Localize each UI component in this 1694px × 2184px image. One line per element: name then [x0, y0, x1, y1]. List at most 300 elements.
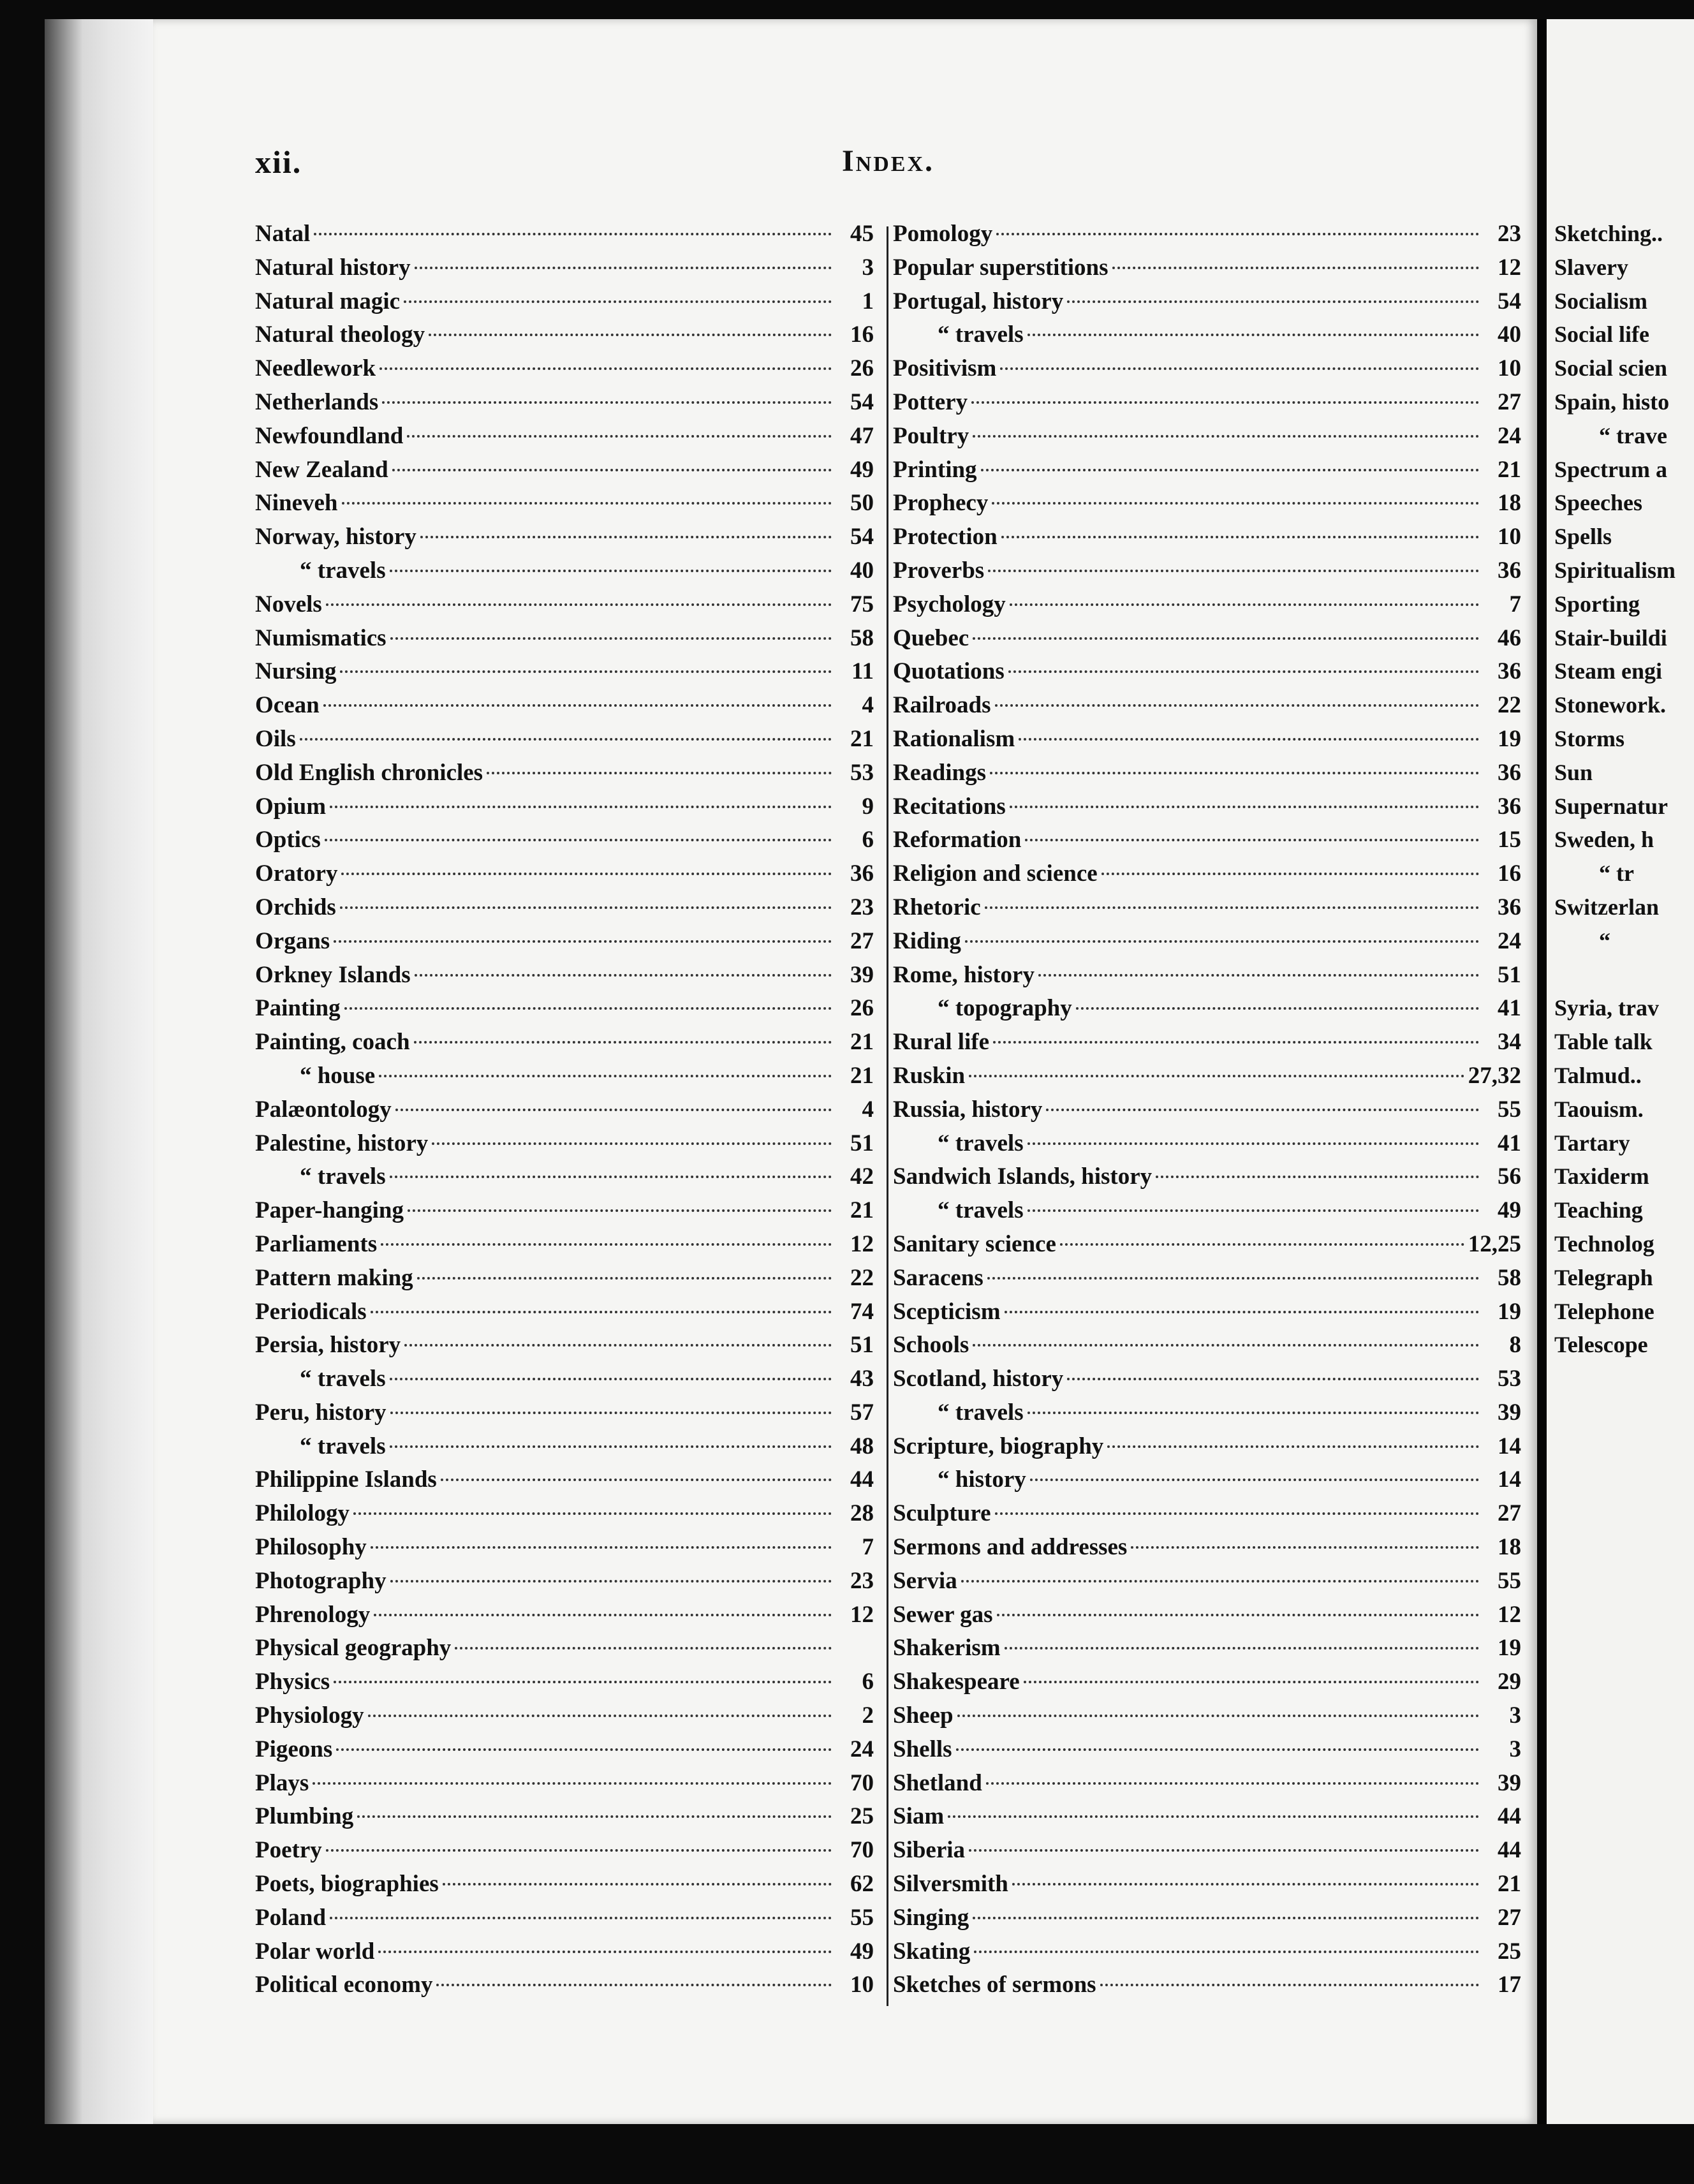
index-entry	[893, 1803, 1521, 1836]
dot-leader	[325, 839, 832, 841]
index-page-ref: 22	[1498, 692, 1521, 719]
index-entry	[893, 1702, 1521, 1736]
index-entry	[893, 1971, 1521, 2005]
index-entry	[255, 1601, 874, 1635]
index-term: Skating	[893, 1938, 971, 1965]
index-page-ref: 16	[1498, 860, 1521, 887]
index-page-ref: 25	[1498, 1938, 1521, 1965]
index-entry	[1554, 523, 1694, 557]
index-entry	[255, 1938, 874, 1972]
index-term: Sandwich Islands, history	[893, 1163, 1153, 1190]
dot-leader	[1019, 738, 1479, 741]
index-page-ref: 24	[1498, 422, 1521, 449]
index-entry	[1554, 860, 1694, 894]
dot-leader	[1060, 1243, 1464, 1246]
index-term: Technolog	[1554, 1230, 1654, 1257]
index-entry	[893, 1668, 1521, 1702]
dot-leader	[390, 1580, 832, 1583]
index-page-ref: 47	[850, 422, 874, 449]
index-term: Nineveh	[255, 490, 338, 517]
index-page-ref: 21	[1498, 1871, 1521, 1898]
index-entry	[893, 456, 1521, 490]
index-page-ref: 21	[850, 1197, 874, 1224]
index-entry	[255, 1230, 874, 1264]
index-entry	[1554, 691, 1694, 725]
index-page-ref: 3	[1509, 1736, 1521, 1762]
index-term: Oils	[255, 725, 296, 752]
index-entry	[893, 759, 1521, 793]
dot-leader	[1112, 267, 1479, 269]
index-entry	[255, 1433, 874, 1466]
index-term: Taouism.	[1554, 1096, 1644, 1122]
index-entry	[893, 254, 1521, 288]
dot-leader	[973, 435, 1479, 438]
index-page-ref: 10	[1498, 524, 1521, 550]
index-page-ref: 75	[850, 591, 874, 617]
index-term: Pottery	[893, 388, 968, 415]
dot-leader	[404, 300, 832, 303]
index-entry	[1554, 591, 1694, 624]
index-term: “ travels	[300, 1163, 386, 1190]
index-term: Spectrum a	[1554, 456, 1667, 482]
index-entry	[893, 1062, 1521, 1096]
index-entry	[255, 254, 874, 288]
index-entry	[1554, 994, 1694, 1028]
index-term: Ocean	[255, 692, 320, 719]
index-page-ref: 49	[850, 456, 874, 483]
index-term: Palæontology	[255, 1096, 392, 1123]
index-entry	[893, 927, 1521, 961]
dot-leader	[487, 772, 832, 774]
dot-leader	[961, 1580, 1479, 1583]
index-term: Natural magic	[255, 288, 401, 314]
index-entry	[1554, 1197, 1694, 1230]
index-term: Parliaments	[255, 1230, 378, 1257]
scan-page-edge	[45, 19, 153, 2124]
index-entry	[893, 1264, 1521, 1298]
index-term: Natal	[255, 221, 311, 247]
index-page-ref: 23	[850, 894, 874, 920]
dot-leader	[353, 1512, 832, 1515]
index-term: Recitations	[893, 793, 1006, 820]
dot-leader	[993, 1041, 1479, 1044]
index-entry	[893, 1601, 1521, 1635]
dot-leader	[1027, 334, 1479, 336]
index-term: Riding	[893, 927, 961, 954]
index-term: Quebec	[893, 624, 969, 651]
index-page-ref: 55	[1498, 1096, 1521, 1123]
index-term: Saracens	[893, 1264, 983, 1291]
dot-leader	[1024, 1681, 1479, 1683]
index-term: Protection	[893, 524, 998, 550]
index-page-ref: 42	[850, 1163, 874, 1190]
dot-leader	[1000, 367, 1479, 370]
index-page-ref: 11	[851, 658, 874, 685]
dot-leader	[420, 536, 832, 538]
dot-leader	[1038, 974, 1479, 977]
index-entry	[1554, 658, 1694, 691]
dot-leader	[988, 570, 1479, 572]
index-page-ref: 49	[1498, 1197, 1521, 1224]
index-page-ref: 27	[1498, 1904, 1521, 1931]
dot-leader	[1156, 1176, 1479, 1178]
index-entry	[255, 1668, 874, 1702]
index-page-ref: 21	[850, 725, 874, 752]
index-entry	[255, 1736, 874, 1769]
index-entry	[893, 1197, 1521, 1230]
dot-leader	[971, 401, 1479, 404]
index-page-ref: 40	[1498, 321, 1521, 348]
index-entry	[893, 1500, 1521, 1533]
dot-leader	[340, 906, 832, 909]
index-term: Sketching..	[1554, 221, 1663, 246]
index-entry	[1554, 1163, 1694, 1197]
index-page-ref: 3	[862, 254, 874, 281]
dot-leader	[987, 1277, 1479, 1280]
index-term: Phrenology	[255, 1601, 371, 1628]
index-entry	[255, 927, 874, 961]
dot-leader	[1030, 1479, 1479, 1481]
index-term: “ topography	[938, 995, 1072, 1022]
index-entry	[1554, 422, 1694, 456]
index-page-ref: 25	[850, 1803, 874, 1830]
index-term: Painting, coach	[255, 1029, 410, 1056]
index-term: Telescope	[1554, 1332, 1648, 1358]
dot-leader	[336, 1748, 832, 1751]
index-term: Physical geography	[255, 1635, 452, 1662]
index-entry	[255, 1533, 874, 1567]
index-entry	[893, 1365, 1521, 1399]
index-entry	[1554, 321, 1694, 355]
index-term: Oratory	[255, 860, 338, 887]
index-term: Philosophy	[255, 1534, 367, 1561]
index-page-ref: 7	[1509, 591, 1521, 617]
dot-leader	[417, 1277, 832, 1280]
index-page-ref: 21	[1498, 456, 1521, 483]
dot-leader	[407, 435, 832, 438]
index-page-ref: 6	[862, 827, 874, 853]
dot-leader	[443, 1883, 832, 1885]
index-entry	[1554, 826, 1694, 860]
index-column-3	[1554, 220, 1694, 1365]
dot-leader	[300, 738, 832, 741]
index-entry	[1554, 927, 1694, 961]
index-page-ref: 54	[850, 524, 874, 550]
index-term: Painting	[255, 995, 341, 1022]
index-entry	[893, 793, 1521, 827]
dot-leader	[973, 1917, 1479, 1919]
index-term: Political economy	[255, 1972, 433, 1998]
index-page-ref: 41	[1498, 995, 1521, 1022]
index-page-ref: 26	[850, 995, 874, 1022]
index-entry	[893, 422, 1521, 456]
index-entry	[893, 1634, 1521, 1668]
index-page-ref: 39	[850, 961, 874, 988]
index-term: Newfoundland	[255, 422, 404, 449]
index-page-ref: 74	[850, 1298, 874, 1325]
index-term: Paper-hanging	[255, 1197, 404, 1224]
index-entry	[893, 1736, 1521, 1769]
index-entry	[1554, 1028, 1694, 1062]
index-entry	[893, 1163, 1521, 1197]
index-page-ref: 49	[850, 1938, 874, 1965]
index-column-1	[255, 220, 874, 2005]
index-page-ref: 53	[1498, 1366, 1521, 1392]
index-term: Storms	[1554, 725, 1624, 751]
index-term: Syria, trav	[1554, 995, 1659, 1021]
index-page-ref: 21	[850, 1062, 874, 1089]
index-page-ref: 14	[1498, 1466, 1521, 1493]
index-term: Servia	[893, 1567, 957, 1594]
index-page-ref: 39	[1498, 1399, 1521, 1426]
index-entry	[1554, 1264, 1694, 1298]
index-entry	[893, 1904, 1521, 1938]
index-term: Siberia	[893, 1837, 966, 1864]
index-term: Quotations	[893, 658, 1005, 685]
index-page-ref: 16	[850, 321, 874, 348]
index-entry	[1554, 254, 1694, 288]
index-entry	[255, 489, 874, 523]
index-term: Poultry	[893, 422, 969, 449]
index-page-ref: 34	[1498, 1029, 1521, 1056]
index-term: Poland	[255, 1904, 327, 1931]
running-head: Index.	[842, 144, 935, 178]
index-term: Shetland	[893, 1769, 982, 1796]
index-term: Tartary	[1554, 1130, 1630, 1156]
index-entry	[255, 1567, 874, 1601]
index-entry	[893, 894, 1521, 927]
column-rule	[887, 226, 888, 2006]
index-entry	[255, 1163, 874, 1197]
index-page-ref: 57	[850, 1399, 874, 1426]
index-entry	[255, 658, 874, 691]
index-term: Talmud..	[1554, 1062, 1642, 1088]
index-entry	[1554, 1062, 1694, 1096]
dot-leader	[957, 1715, 1479, 1717]
dot-leader	[1010, 603, 1479, 606]
index-page-ref: 36	[850, 860, 874, 887]
dot-leader	[436, 1984, 832, 1986]
dot-leader	[1067, 300, 1479, 303]
index-term: Popular superstitions	[893, 254, 1108, 281]
dot-leader	[371, 1311, 832, 1313]
index-page-ref: 18	[1498, 490, 1521, 517]
index-entry	[1554, 489, 1694, 523]
index-page-ref: 39	[1498, 1769, 1521, 1796]
dot-leader	[326, 1849, 832, 1852]
index-term: Spain, histo	[1554, 388, 1670, 415]
dot-leader	[995, 1512, 1479, 1515]
dot-leader	[390, 1445, 832, 1448]
index-entry	[893, 826, 1521, 860]
dot-leader	[392, 469, 832, 471]
index-term: Portugal, history	[893, 288, 1064, 314]
index-page-ref: 51	[850, 1332, 874, 1359]
dot-leader	[969, 1849, 1479, 1852]
index-entry	[1554, 725, 1694, 759]
index-term: Physiology	[255, 1702, 364, 1729]
index-entry	[1554, 220, 1694, 254]
index-entry	[1554, 1230, 1694, 1264]
index-term: Old English chronicles	[255, 759, 483, 786]
index-page-ref: 51	[850, 1130, 874, 1156]
index-page-ref: 1	[862, 288, 874, 314]
dot-leader	[1046, 1109, 1479, 1111]
index-entry	[893, 725, 1521, 759]
index-term: “ travels	[938, 321, 1024, 348]
index-page-ref: 36	[1498, 759, 1521, 786]
index-term: Ruskin	[893, 1062, 966, 1089]
index-entry	[255, 1197, 874, 1230]
index-term: Photography	[255, 1567, 387, 1594]
dot-leader	[432, 1142, 832, 1145]
dot-leader	[1001, 536, 1479, 538]
index-entry	[1554, 894, 1694, 927]
dot-leader	[985, 906, 1479, 909]
index-page-ref: 62	[850, 1871, 874, 1898]
index-term: Schools	[893, 1332, 969, 1359]
index-entry	[255, 1702, 874, 1736]
index-page-ref: 9	[862, 793, 874, 820]
dot-leader	[986, 1782, 1479, 1785]
dot-leader	[974, 1951, 1479, 1953]
dot-leader	[390, 570, 832, 572]
index-term: Rationalism	[893, 725, 1015, 752]
index-term: Rhetoric	[893, 894, 981, 920]
index-term: Persia, history	[255, 1332, 401, 1359]
index-term: Netherlands	[255, 388, 379, 415]
index-entry	[893, 1399, 1521, 1433]
index-entry	[893, 860, 1521, 894]
index-entry	[255, 1365, 874, 1399]
index-term: Sheep	[893, 1702, 954, 1729]
index-term: Orchids	[255, 894, 336, 920]
index-page-ref: 27,32	[1468, 1062, 1521, 1089]
index-term: Pomology	[893, 221, 993, 247]
dot-leader	[1101, 873, 1479, 875]
index-page-ref: 55	[1498, 1567, 1521, 1594]
index-entry	[893, 1130, 1521, 1163]
dot-leader	[1025, 839, 1479, 841]
index-entry	[255, 1331, 874, 1365]
index-entry	[1554, 456, 1694, 490]
index-entry	[255, 1870, 874, 1904]
index-term: Palestine, history	[255, 1130, 429, 1156]
index-entry	[893, 523, 1521, 557]
index-page-ref: 8	[1509, 1332, 1521, 1359]
index-term: Social life	[1554, 321, 1649, 348]
dot-leader	[334, 1681, 832, 1683]
index-term: Rome, history	[893, 961, 1035, 988]
index-entry	[893, 691, 1521, 725]
dot-leader	[969, 1075, 1464, 1077]
index-page-ref: 43	[850, 1366, 874, 1392]
index-term: Sanitary science	[893, 1230, 1056, 1257]
index-page-ref: 10	[850, 1972, 874, 1998]
index-page-ref: 23	[1498, 221, 1521, 247]
index-term: Religion and science	[893, 860, 1098, 887]
index-term: Spells	[1554, 524, 1612, 550]
index-entry	[255, 759, 874, 793]
index-entry	[255, 1298, 874, 1332]
index-entry	[893, 355, 1521, 388]
dot-leader	[330, 1917, 832, 1919]
dot-leader	[390, 1412, 832, 1414]
index-term: Philology	[255, 1500, 350, 1527]
index-term: Poets, biographies	[255, 1871, 439, 1898]
index-page-ref: 10	[1498, 355, 1521, 382]
index-page-ref: 56	[1498, 1163, 1521, 1190]
dot-leader	[948, 1815, 1479, 1818]
index-page-ref: 70	[850, 1769, 874, 1796]
dot-leader	[341, 873, 832, 875]
index-term: Psychology	[893, 591, 1006, 617]
index-term: Positivism	[893, 355, 997, 382]
index-term: “ travels	[300, 557, 386, 584]
index-term: Periodicals	[255, 1298, 367, 1325]
index-term: Telegraph	[1554, 1264, 1653, 1290]
index-page-ref: 54	[1498, 288, 1521, 314]
index-page-ref: 51	[1498, 961, 1521, 988]
index-term: Shakespeare	[893, 1669, 1020, 1695]
dot-leader	[357, 1815, 832, 1818]
index-page-ref: 26	[850, 355, 874, 382]
index-page-ref: 12	[850, 1601, 874, 1628]
index-term: Poetry	[255, 1837, 322, 1864]
index-page-ref: 27	[1498, 388, 1521, 415]
index-entry	[893, 1769, 1521, 1803]
index-term: “	[1599, 927, 1610, 954]
index-entry	[1554, 961, 1694, 995]
index-term: New Zealand	[255, 456, 388, 483]
index-page-ref: 70	[850, 1837, 874, 1864]
index-page-ref: 12,25	[1468, 1230, 1521, 1257]
index-entry	[255, 1769, 874, 1803]
index-term: Shakerism	[893, 1635, 1001, 1662]
index-entry	[893, 1331, 1521, 1365]
index-entry	[893, 557, 1521, 591]
index-term: Telephone	[1554, 1298, 1654, 1324]
dot-leader	[1012, 1883, 1479, 1885]
index-page-ref: 23	[850, 1567, 874, 1594]
dot-leader	[992, 502, 1479, 505]
index-page-ref: 58	[850, 624, 874, 651]
index-term: Norway, history	[255, 524, 416, 550]
index-entry	[893, 1533, 1521, 1567]
index-term: Numismatics	[255, 624, 387, 651]
page-number: xii.	[255, 144, 302, 180]
index-page-ref: 3	[1509, 1702, 1521, 1729]
dot-leader	[379, 1075, 832, 1077]
index-page-ref: 40	[850, 557, 874, 584]
index-term: Table talk	[1554, 1029, 1653, 1055]
index-term: “ house	[300, 1062, 376, 1089]
index-term: Sweden, h	[1554, 827, 1654, 853]
dot-leader	[414, 1041, 832, 1044]
index-entry	[893, 658, 1521, 691]
dot-leader	[1131, 1546, 1479, 1549]
index-term: “ history	[938, 1466, 1026, 1493]
index-term: “ travels	[300, 1433, 386, 1459]
index-entry	[255, 624, 874, 658]
index-entry	[1554, 388, 1694, 422]
index-entry	[255, 994, 874, 1028]
dot-leader	[344, 1007, 832, 1010]
index-page-ref: 2	[862, 1702, 874, 1729]
index-page-ref: 17	[1498, 1972, 1521, 1998]
dot-leader	[390, 637, 832, 640]
index-term: “ tr	[1599, 860, 1634, 887]
